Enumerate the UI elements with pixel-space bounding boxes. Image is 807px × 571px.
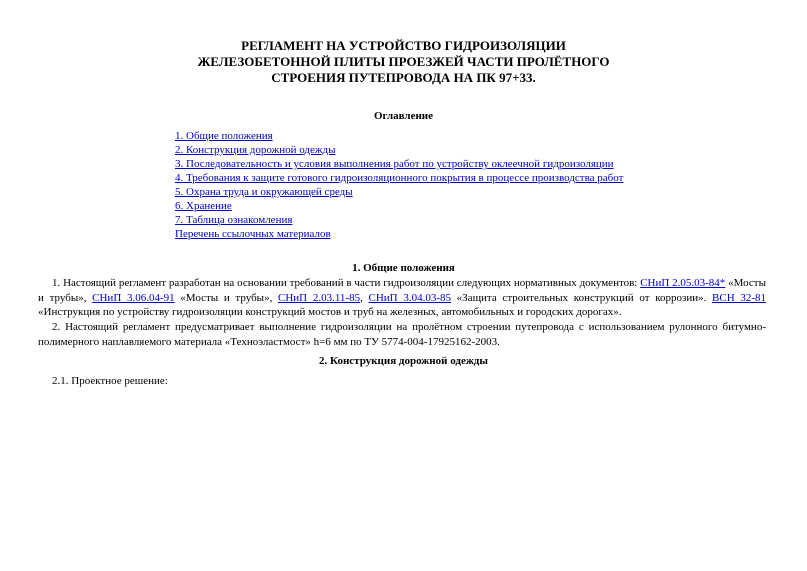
- section-1-heading: 1. Общие положения: [352, 262, 455, 274]
- link-snip-3-04-03-85[interactable]: СНиП 3.04.03-85: [368, 291, 451, 304]
- link-snip-2-05-03-84[interactable]: СНиП 2.05.03-84*: [640, 277, 726, 289]
- paragraph-1-text-f: «Инструкция по устройству гидроизоляции конструкций мостов и труб на железных, автомобильных и городских дорогах».: [38, 306, 622, 318]
- paragraph-2-1: 2.1. Проектное решение:: [52, 375, 168, 387]
- toc-heading: Оглавление: [373, 110, 434, 122]
- toc-link-references[interactable]: Перечень ссылочных материалов: [175, 228, 331, 240]
- paragraph-1-text-d: ,: [360, 291, 369, 304]
- link-vsn-32-81[interactable]: ВСН 32-81: [712, 291, 767, 304]
- toc-link-storage[interactable]: 6. Хранение: [175, 200, 232, 212]
- document-title: [0, 38, 807, 86]
- section-2-heading: 2. Конструкция дорожной одежды: [319, 355, 488, 367]
- title-line-3: СТРОЕНИЯ ПУТЕПРОВОДА НА ПК 97+33.: [271, 70, 536, 85]
- toc-link-acknowledgement-table[interactable]: 7. Таблица ознакомления: [175, 214, 293, 226]
- table-of-contents: [175, 129, 623, 241]
- paragraph-1: [38, 276, 766, 320]
- toc-link-general[interactable]: 1. Общие положения: [175, 130, 273, 142]
- paragraph-1-text-b: «Мосты и трубы»,: [38, 277, 766, 304]
- paragraph-2: 2. Настоящий регламент предусматривает выполнение гидроизоляции на пролётном строении путепровода с использованием рулонного битумно-полимерного наплавляемого материала «Техноэластмост» h=6 мм по ТУ 5774-004-17925162-2003.: [38, 321, 766, 348]
- toc-link-protection-requirements[interactable]: 4. Требования к защите готового гидроизоляционного покрытия в процессе производства работ: [175, 172, 624, 184]
- paragraph-1-text-c: «Мосты и трубы»,: [174, 291, 279, 304]
- toc-link-work-sequence[interactable]: 3. Последовательность и условия выполнения работ по устройству оклеечной гидроизоляции: [175, 158, 614, 170]
- title-line-2: ЖЕЛЕЗОБЕТОННОЙ ПЛИТЫ ПРОЕЗЖЕЙ ЧАСТИ ПРОЛЁТНОГО: [197, 54, 610, 69]
- toc-link-road-pavement[interactable]: 2. Конструкция дорожной одежды: [175, 144, 336, 156]
- title-line-1: РЕГЛАМЕНТ НА УСТРОЙСТВО ГИДРОИЗОЛЯЦИИ: [241, 38, 566, 53]
- toc-link-labor-safety[interactable]: 5. Охрана труда и окружающей среды: [175, 186, 353, 198]
- paragraph-1-text-a: 1. Настоящий регламент разработан на основании требований в части гидроизоляции следующих нормативных документов:: [52, 277, 641, 289]
- link-snip-3-06-04-91[interactable]: СНиП 3.06.04-91: [92, 291, 175, 304]
- link-snip-2-03-11-85[interactable]: СНиП 2.03.11-85: [278, 291, 361, 304]
- paragraph-1-text-e: «Защита строительных конструкций от коррозии».: [450, 291, 713, 304]
